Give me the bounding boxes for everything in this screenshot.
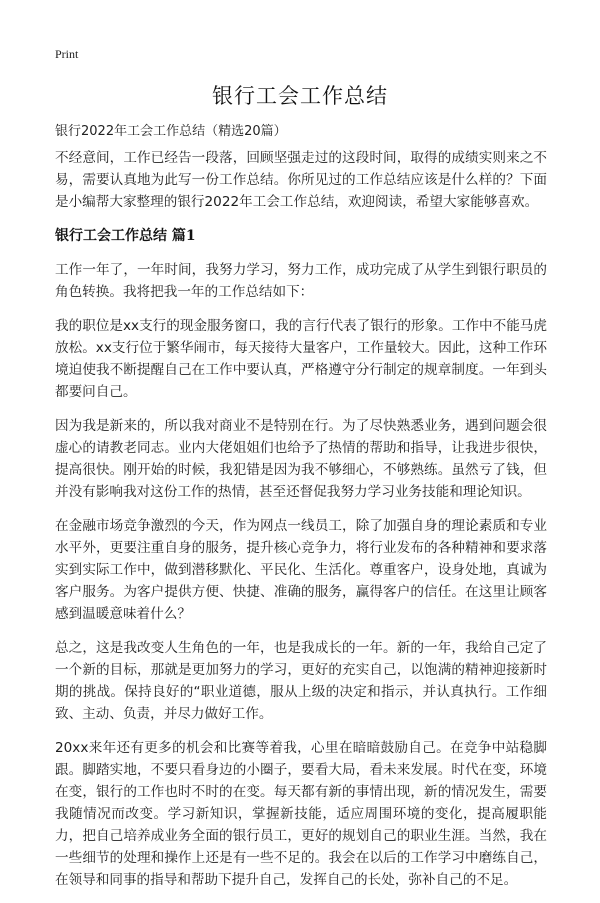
section-heading: 银行工会工作总结 篇1 (55, 228, 196, 244)
paragraph: 20xx来年还有更多的机会和比赛等着我，心里在暗暗鼓励自己。在竞争中站稳脚跟。脚踏实地，不要只看身边的小圈子，要看大局，看未来发展。时代在变，环境在变，银行的工作也时不时的在变。每天都有新的事情出现，新的情况发生，需要我随情况而改变。学习新知识，掌握新技能，适应周围环境的变化，提高履职能力，把自己培养成业务全面的银行员工，更好的规划自己的职业生涯。当然，我在一些细节的处理和操作上还是有一些不足的。我会在以后的工作学习中磨练自己，在领导和同事的指导和帮助下提升自己，发挥自己的长处，弥补自己的不足。 (55, 740, 547, 888)
print-label: Print (55, 47, 79, 61)
paragraph: 工作一年了，一年时间，我努力学习，努力工作，成功完成了从学生到银行职员的角色转换。我将把我一年的工作总结如下： (55, 262, 547, 300)
paragraph: 总之，这是我改变人生角色的一年，也是我成长的一年。新的一年，我给自己定了一个新的目标，那就是更加努力的学习，更好的充实自己，以饱满的精神迎接新时期的挑战。保持良好的“职业道德，服从上级的决定和指示，并认真执行。工作细致、主动、负责，并尽力做好工作。 (55, 640, 547, 722)
document-title: 银行工会工作总结 (212, 84, 388, 108)
document-body (55, 147, 547, 903)
paragraph: 我的职位是xx支行的现金服务窗口，我的言行代表了银行的形象。工作中不能马虎放松。xx支行位于繁华闹市，每天接待大量客户，工作量较大。因此，这种工作环境迫使我不断提醒自己在工作中要认真，严格遵守分行制定的规章制度。一年到头都要问自己。 (55, 318, 547, 400)
section-1 (55, 225, 547, 891)
document-subtitle: 银行2022年工会工作总结（精选20篇） (55, 124, 287, 139)
intro-paragraph: 不经意间，工作已经告一段落，回顾坚强走过的这段时间，取得的成绩实则来之不易，需要认真地为此写一份工作总结。你所见过的工作总结应该是什么样的？下面是小编帮大家整理的银行2022年工会工作总结，欢迎阅读，希望大家能够喜欢。 (55, 150, 547, 210)
paragraph: 在金融市场竞争激烈的今天，作为网点一线员工，除了加强自身的理论素质和专业水平外，更要注重自身的服务，提升核心竞争力，将行业发布的各种精神和要求落实到实际工作中，做到潜移默化、平民化、生活化。尊重客户，设身处地，真诚为客户服务。为客户提供方便、快捷、准确的服务，赢得客户的信任。在这里让顾客感到温暖意味着什么？ (55, 518, 547, 622)
paragraph: 因为我是新来的，所以我对商业不是特别在行。为了尽快熟悉业务，遇到问题会很虚心的请教老同志。业内大佬姐姐们也给予了热情的帮助和指导，让我进步很快，提高很快。刚开始的时候，我犯错是因为我不够细心，不够熟练。虽然亏了钱，但并没有影响我对这份工作的热情，甚至还督促我努力学习业务技能和理论知识。 (55, 418, 547, 500)
